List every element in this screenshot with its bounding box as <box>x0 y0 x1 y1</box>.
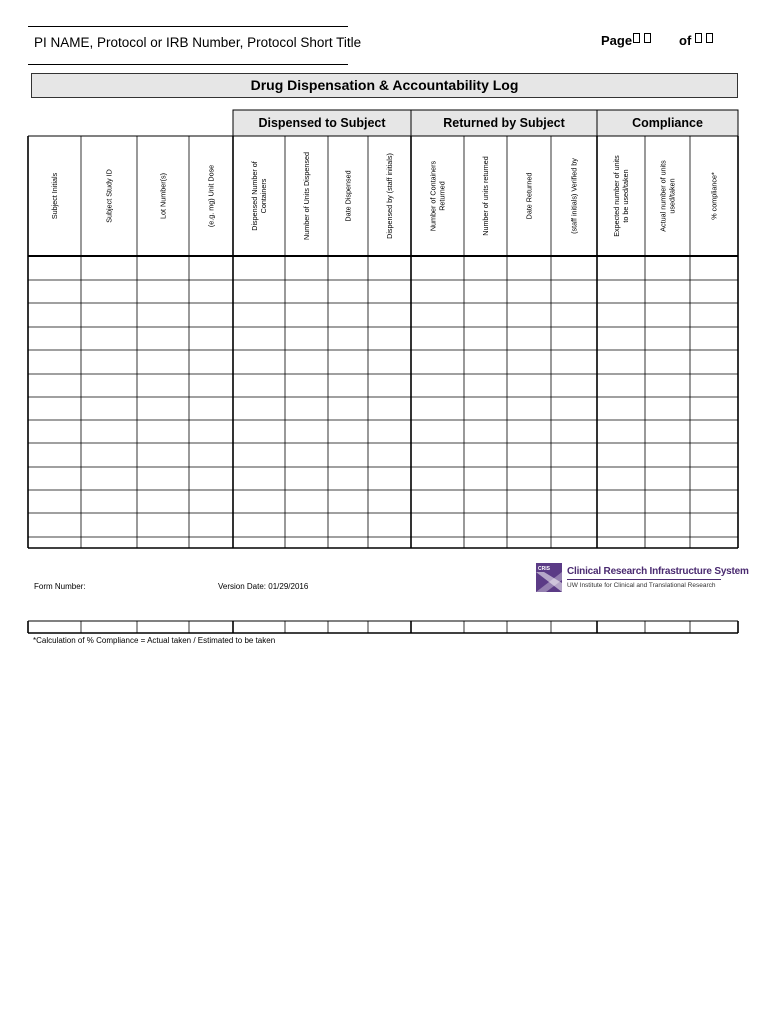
table-cell[interactable] <box>81 513 137 537</box>
table-cell[interactable] <box>137 397 189 420</box>
table-cell[interactable] <box>137 513 189 537</box>
table-cell[interactable] <box>551 420 597 443</box>
table-cell[interactable] <box>28 513 81 537</box>
table-cell[interactable] <box>189 537 233 548</box>
table-cell[interactable] <box>507 467 551 490</box>
table-cell[interactable] <box>411 397 464 420</box>
column-header-label: (staff initials) Verified by <box>569 158 579 234</box>
table-cell[interactable] <box>328 537 368 548</box>
table-cell[interactable] <box>597 280 645 303</box>
column-header-label: Number of Units Dispensed <box>302 152 311 240</box>
table-cell[interactable] <box>411 280 464 303</box>
table-cell[interactable] <box>81 397 137 420</box>
table-cell[interactable] <box>285 327 328 350</box>
table-cell[interactable] <box>81 256 137 280</box>
table-cell[interactable] <box>690 443 738 467</box>
column-header-label: Subject Initials <box>50 172 59 220</box>
table-cell[interactable] <box>368 513 411 537</box>
table-cell[interactable] <box>464 374 507 397</box>
table-cell[interactable] <box>690 303 738 327</box>
log-title: Drug Dispensation & Accountability Log <box>31 73 738 98</box>
table-cell[interactable] <box>507 537 551 548</box>
table-cell[interactable] <box>597 350 645 374</box>
table-cell[interactable] <box>411 256 464 280</box>
table-cell[interactable] <box>551 490 597 513</box>
table-cell[interactable] <box>328 374 368 397</box>
table-cell[interactable] <box>551 280 597 303</box>
table-cell[interactable] <box>328 327 368 350</box>
table-cell[interactable] <box>368 467 411 490</box>
table-cell[interactable] <box>464 350 507 374</box>
table-cell[interactable] <box>189 303 233 327</box>
table-cell[interactable] <box>137 256 189 280</box>
table-cell[interactable] <box>690 327 738 350</box>
table-cell[interactable] <box>368 327 411 350</box>
column-header-label: Dispensed Number ofContainers <box>250 161 268 231</box>
table-cell[interactable] <box>328 350 368 374</box>
table-cell[interactable] <box>137 280 189 303</box>
table-cell[interactable] <box>464 303 507 327</box>
table-cell[interactable] <box>28 490 81 513</box>
table-cell[interactable] <box>368 374 411 397</box>
cris-logo-rule <box>567 579 721 580</box>
table-cell[interactable] <box>137 443 189 467</box>
table-cell[interactable] <box>507 327 551 350</box>
table-cell[interactable] <box>597 256 645 280</box>
table-cell[interactable] <box>690 513 738 537</box>
table-cell[interactable] <box>690 467 738 490</box>
table-cell[interactable] <box>189 280 233 303</box>
table-cell[interactable] <box>189 350 233 374</box>
table-cell[interactable] <box>285 537 328 548</box>
table-cell[interactable] <box>551 327 597 350</box>
table-cell[interactable] <box>507 490 551 513</box>
table-cell[interactable] <box>137 490 189 513</box>
table-cell[interactable] <box>81 280 137 303</box>
table-cell[interactable] <box>285 513 328 537</box>
table-cell[interactable] <box>328 490 368 513</box>
table-cell[interactable] <box>690 350 738 374</box>
table-cell[interactable] <box>645 537 690 548</box>
table-cell[interactable] <box>233 420 285 443</box>
table-cell[interactable] <box>645 303 690 327</box>
column-header-label: Dispensed by (staff initials) <box>385 153 394 239</box>
table-cell[interactable] <box>551 467 597 490</box>
table-cell[interactable] <box>690 397 738 420</box>
table-cell[interactable] <box>411 350 464 374</box>
table-cell[interactable] <box>328 513 368 537</box>
table-cell[interactable] <box>189 467 233 490</box>
table-cell[interactable] <box>137 374 189 397</box>
table-cell[interactable] <box>690 256 738 280</box>
table-cell[interactable] <box>464 256 507 280</box>
table-cell[interactable] <box>28 443 81 467</box>
table-cell[interactable] <box>597 420 645 443</box>
version-date: Version Date: 01/29/2016 <box>218 582 309 591</box>
table-cell[interactable] <box>411 490 464 513</box>
table-cell[interactable] <box>645 513 690 537</box>
table-cell[interactable] <box>285 467 328 490</box>
table-cell[interactable] <box>411 327 464 350</box>
table-cell[interactable] <box>464 280 507 303</box>
table-cell[interactable] <box>189 327 233 350</box>
table-cell[interactable] <box>81 490 137 513</box>
table-cell[interactable] <box>411 443 464 467</box>
table-cell[interactable] <box>285 443 328 467</box>
table-cell[interactable] <box>81 443 137 467</box>
table-cell[interactable] <box>597 443 645 467</box>
table-cell[interactable] <box>411 467 464 490</box>
table-cell[interactable] <box>368 397 411 420</box>
column-header-label: Lot Number(s) <box>158 173 168 219</box>
table-cell[interactable] <box>597 374 645 397</box>
table-cell[interactable] <box>368 420 411 443</box>
table-cell[interactable] <box>551 374 597 397</box>
table-cell[interactable] <box>28 256 81 280</box>
table-cell[interactable] <box>551 443 597 467</box>
table-cell[interactable] <box>597 327 645 350</box>
table-cell[interactable] <box>645 256 690 280</box>
table-cell[interactable] <box>411 513 464 537</box>
table-cell[interactable] <box>690 537 738 548</box>
page-label: Page <box>601 33 633 48</box>
table-cell[interactable] <box>28 374 81 397</box>
table-cell[interactable] <box>28 303 81 327</box>
table-cell[interactable] <box>645 280 690 303</box>
table-cell[interactable] <box>137 420 189 443</box>
table-cell[interactable] <box>368 303 411 327</box>
table-cell[interactable] <box>189 513 233 537</box>
table-cell[interactable] <box>28 397 81 420</box>
table-cell[interactable] <box>285 303 328 327</box>
table-cell[interactable] <box>464 513 507 537</box>
table-cell[interactable] <box>328 280 368 303</box>
table-cell[interactable] <box>189 490 233 513</box>
table-cell[interactable] <box>233 490 285 513</box>
table-cell[interactable] <box>328 397 368 420</box>
table-cell[interactable] <box>551 256 597 280</box>
table-cell[interactable] <box>233 374 285 397</box>
table-cell[interactable] <box>507 443 551 467</box>
table-cell[interactable] <box>645 350 690 374</box>
extra-row-strip <box>0 615 768 635</box>
table-cell[interactable] <box>464 327 507 350</box>
table-cell[interactable] <box>507 397 551 420</box>
table-cell[interactable] <box>328 443 368 467</box>
table-cell[interactable] <box>28 420 81 443</box>
table-cell[interactable] <box>507 374 551 397</box>
table-cell[interactable] <box>597 303 645 327</box>
table-cell[interactable] <box>507 303 551 327</box>
table-cell[interactable] <box>285 280 328 303</box>
column-header-label: (e.g. mg) Unit Dose <box>206 164 216 228</box>
table-cell[interactable] <box>233 280 285 303</box>
table-cell[interactable] <box>233 256 285 280</box>
table-cell[interactable] <box>464 397 507 420</box>
table-cell[interactable] <box>81 420 137 443</box>
table-cell[interactable] <box>551 537 597 548</box>
table-cell[interactable] <box>368 443 411 467</box>
table-cell[interactable] <box>368 490 411 513</box>
column-header-label: Number of ContainersReturned <box>428 160 447 232</box>
table-cell[interactable] <box>233 537 285 548</box>
table-cell[interactable] <box>328 256 368 280</box>
cris-logo-name: Clinical Research Infrastructure System <box>567 566 749 577</box>
table-cell[interactable] <box>411 420 464 443</box>
table-cell[interactable] <box>368 350 411 374</box>
protocol-title: PI NAME, Protocol or IRB Number, Protocol Short Title <box>34 35 362 50</box>
table-cell[interactable] <box>507 280 551 303</box>
form-number-label: Form Number: <box>34 582 86 591</box>
table-cell[interactable] <box>464 443 507 467</box>
table-cell[interactable] <box>233 513 285 537</box>
cris-logo <box>536 563 749 593</box>
table-cell[interactable] <box>28 467 81 490</box>
table-cell[interactable] <box>81 467 137 490</box>
table-cell[interactable] <box>645 443 690 467</box>
table-cell[interactable] <box>285 420 328 443</box>
table-cell[interactable] <box>645 374 690 397</box>
table-cell[interactable] <box>285 490 328 513</box>
table-cell[interactable] <box>551 350 597 374</box>
table-cell[interactable] <box>233 467 285 490</box>
table-cell[interactable] <box>411 303 464 327</box>
table-cell[interactable] <box>597 490 645 513</box>
table-cell[interactable] <box>551 303 597 327</box>
table-cell[interactable] <box>28 280 81 303</box>
table-cell[interactable] <box>507 420 551 443</box>
table-cell[interactable] <box>137 350 189 374</box>
column-header-label: Actual number of unitsused/taken <box>658 160 677 232</box>
group-header-label: Dispensed to Subject <box>258 116 386 130</box>
table-cell[interactable] <box>645 467 690 490</box>
table-cell[interactable] <box>189 443 233 467</box>
table-cell[interactable] <box>597 537 645 548</box>
cris-logo-mark-text: CRIS <box>538 566 550 572</box>
cris-logo-mark <box>536 563 562 592</box>
table-cell[interactable] <box>189 374 233 397</box>
compliance-note: *Calculation of % Compliance = Actual taken / Estimated to be taken <box>33 636 276 645</box>
table-cell[interactable] <box>464 490 507 513</box>
table-cell[interactable] <box>137 303 189 327</box>
table-cell[interactable] <box>597 397 645 420</box>
column-header-label: Subject Study ID <box>104 169 114 223</box>
table-cell[interactable] <box>233 303 285 327</box>
table-cell[interactable] <box>507 513 551 537</box>
table-cell[interactable] <box>137 467 189 490</box>
of-label: of <box>679 33 692 48</box>
table-cell[interactable] <box>328 303 368 327</box>
table-cell[interactable] <box>551 397 597 420</box>
column-header-label: % compliance* <box>709 172 719 220</box>
table-cell[interactable] <box>597 513 645 537</box>
table-cell[interactable] <box>690 420 738 443</box>
table-cell[interactable] <box>285 350 328 374</box>
table-cell[interactable] <box>690 374 738 397</box>
table-cell[interactable] <box>285 256 328 280</box>
table-cell[interactable] <box>464 420 507 443</box>
table-cell[interactable] <box>285 397 328 420</box>
table-cell[interactable] <box>81 350 137 374</box>
column-header-label: Date Returned <box>524 172 534 220</box>
table-cell[interactable] <box>233 327 285 350</box>
column-header-label: Expected number of unitsto be used/taken <box>612 155 630 237</box>
table-cell[interactable] <box>233 350 285 374</box>
table-cell[interactable] <box>328 420 368 443</box>
table-cell[interactable] <box>137 537 189 548</box>
table-cell[interactable] <box>81 374 137 397</box>
table-cell[interactable] <box>368 256 411 280</box>
table-cell[interactable] <box>645 397 690 420</box>
table-cell[interactable] <box>464 537 507 548</box>
table-cell[interactable] <box>645 327 690 350</box>
table-cell[interactable] <box>368 280 411 303</box>
table-cell[interactable] <box>690 280 738 303</box>
table-cell[interactable] <box>551 513 597 537</box>
column-header-label: Date Dispensed <box>343 170 353 222</box>
table-cell[interactable] <box>137 327 189 350</box>
column-header-label: Number of units returned <box>481 156 490 236</box>
table-cell[interactable] <box>507 256 551 280</box>
group-header-label: Returned by Subject <box>443 116 565 130</box>
table-cell[interactable] <box>464 467 507 490</box>
table-cell[interactable] <box>597 467 645 490</box>
table-cell[interactable] <box>81 327 137 350</box>
table-cell[interactable] <box>28 327 81 350</box>
table-cell[interactable] <box>411 537 464 548</box>
table-cell[interactable] <box>328 467 368 490</box>
table-cell[interactable] <box>507 350 551 374</box>
table-cell[interactable] <box>285 374 328 397</box>
table-cell[interactable] <box>28 350 81 374</box>
table-cell[interactable] <box>645 420 690 443</box>
table-cell[interactable] <box>690 490 738 513</box>
table-cell[interactable] <box>189 420 233 443</box>
table-cell[interactable] <box>645 490 690 513</box>
table-cell[interactable] <box>233 397 285 420</box>
table-cell[interactable] <box>189 256 233 280</box>
table-cell[interactable] <box>81 303 137 327</box>
table-cell[interactable] <box>81 537 137 548</box>
table-cell[interactable] <box>411 374 464 397</box>
table-cell[interactable] <box>189 397 233 420</box>
table-cell[interactable] <box>233 443 285 467</box>
group-header-label: Compliance <box>632 116 703 130</box>
table-cell[interactable] <box>28 537 81 548</box>
table-cell[interactable] <box>368 537 411 548</box>
cris-logo-subtitle: UW Institute for Clinical and Translational Research <box>567 582 716 589</box>
